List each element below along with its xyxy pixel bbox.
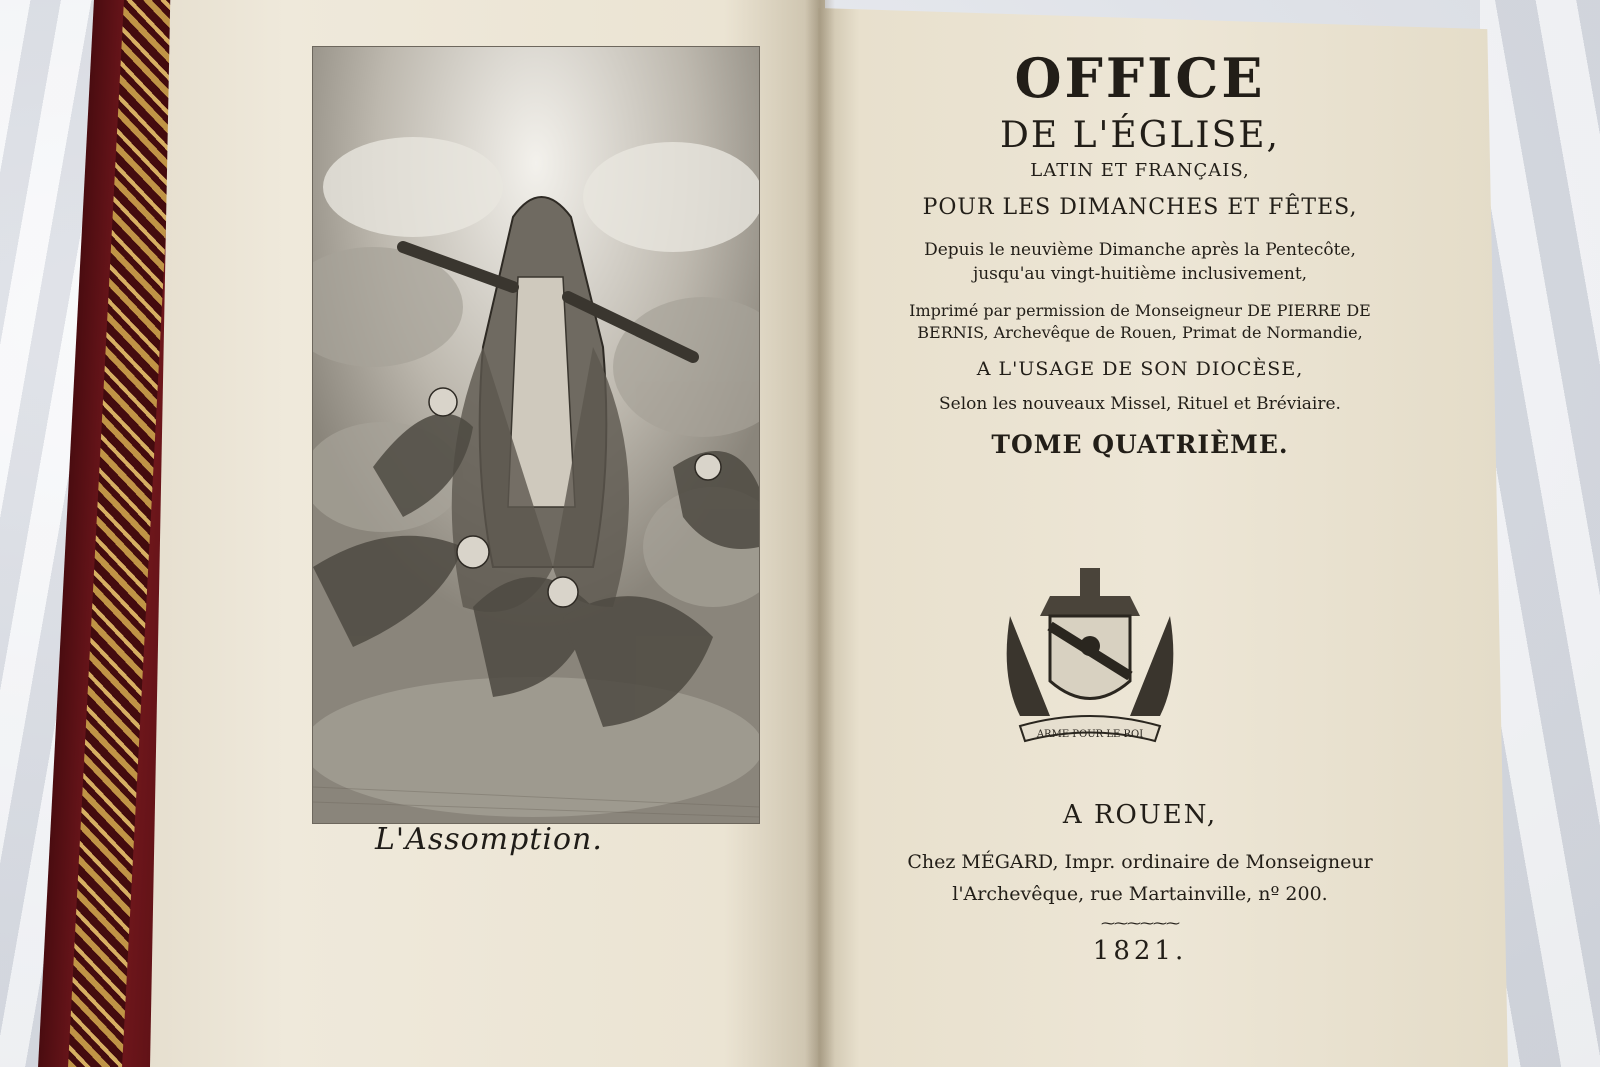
languages-line: LATIN ET FRANÇAIS, [1030, 160, 1250, 181]
period-line-2: jusqu'au vingt-huitième inclusivement, [972, 264, 1308, 284]
year-line: 1821. [1092, 936, 1188, 966]
books-line: Selon les nouveaux Missel, Rituel et Bréviaire. [939, 394, 1341, 414]
period-line-1: Depuis le neuvième Dimanche après la Pentecôte, [924, 240, 1356, 260]
permission-line-1: Imprimé par permission de Monseigneur DE PIERRE DE [909, 301, 1371, 320]
imprint-block [820, 800, 1460, 966]
svg-text:ARME POUR LE ROI: ARME POUR LE ROI [1036, 729, 1144, 740]
coat-of-arms-icon [990, 556, 1190, 756]
printer-line [820, 846, 1460, 910]
ornament-rule-icon: ⁓⁓⁓⁓⁓⁓ [1101, 916, 1179, 932]
occasion-line: POUR LES DIMANCHES ET FÊTES, [922, 195, 1358, 220]
place-line: A ROUEN, [1062, 800, 1218, 830]
permission-line [820, 300, 1460, 344]
book-title: OFFICE [1014, 46, 1266, 110]
title-page-heading [820, 46, 1460, 459]
volume-line: TOME QUATRIÈME. [991, 430, 1289, 459]
assumption-engraving [312, 46, 760, 824]
printer-line-2: l'Archevêque, rue Martainville, nº 200. [952, 883, 1328, 905]
plate-caption: L'Assomption. [375, 822, 603, 857]
usage-line: A L'USAGE DE SON DIOCÈSE, [976, 358, 1304, 380]
permission-line-2: BERNIS, Archevêque de Rouen, Primat de Normandie, [917, 323, 1363, 342]
printer-line-1: Chez MÉGARD, Impr. ordinaire de Monseigneur [907, 851, 1373, 873]
book-subtitle: DE L'ÉGLISE, [1000, 115, 1280, 156]
period-line [820, 238, 1460, 286]
